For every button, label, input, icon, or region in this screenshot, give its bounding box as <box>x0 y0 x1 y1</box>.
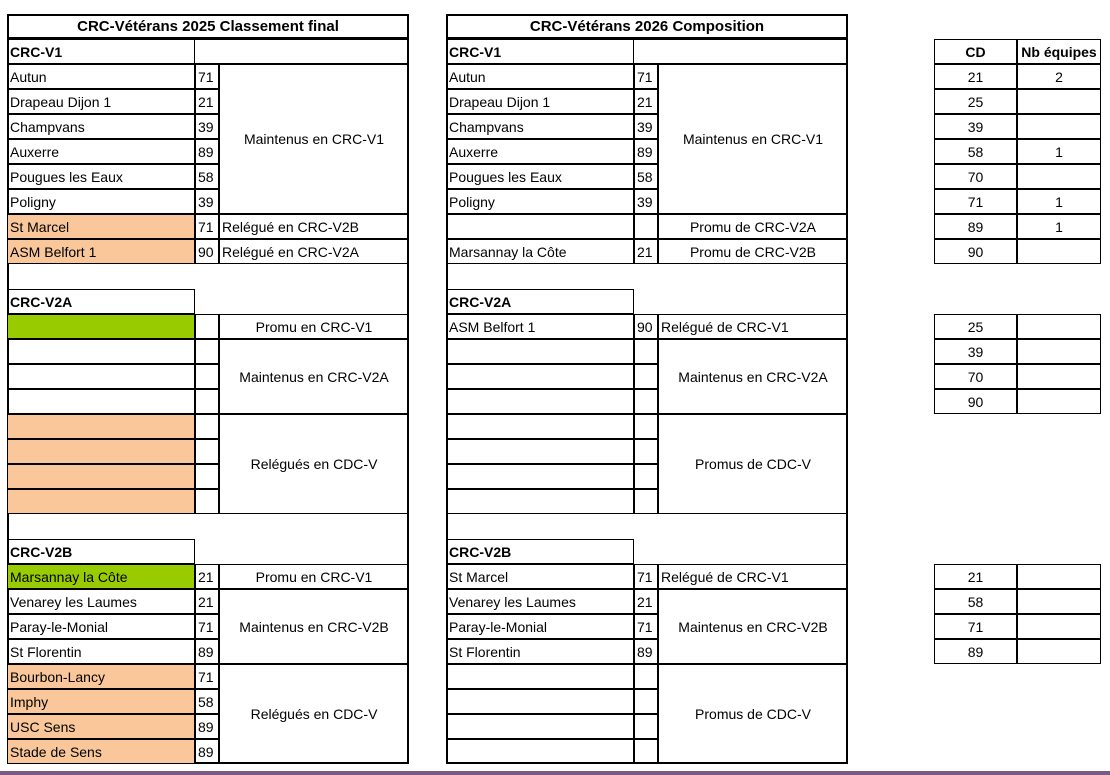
right-v2b-team-empty <box>446 714 634 739</box>
summary-nb: 1 <box>1017 139 1101 164</box>
summary-cd: 89 <box>934 639 1017 664</box>
left-v2a-note-maintained: Maintenus en CRC-V2A <box>219 339 409 414</box>
left-v2b-cd: 71 <box>195 614 219 639</box>
right-v2b-cd-empty <box>634 664 658 689</box>
left-v2a-label: CRC-V2A <box>7 289 195 314</box>
right-v2b-note-promus: Promus de CDC-V <box>658 664 848 764</box>
right-v1-team: Champvans <box>446 114 634 139</box>
right-v1-cd: 21 <box>634 239 658 264</box>
summary-nb <box>1017 239 1101 264</box>
right-v2a-team-empty <box>446 339 634 364</box>
summary-cd: 71 <box>934 189 1017 214</box>
left-v2a-team-empty <box>7 464 195 489</box>
right-v2a-cd-empty <box>634 464 658 489</box>
right-v2b-team-empty <box>446 739 634 764</box>
left-v2a-team-empty <box>7 439 195 464</box>
right-v2b-cd-empty <box>634 689 658 714</box>
summary-cd: 70 <box>934 364 1017 389</box>
left-v2b-team: Marsannay la Côte <box>7 564 195 589</box>
left-v1-header-blank <box>195 39 409 64</box>
left-v2b-cd: 71 <box>195 664 219 689</box>
left-title: CRC-Vétérans 2025 Classement final <box>7 14 409 39</box>
left-v2b-team: Stade de Sens <box>7 739 195 764</box>
right-v2a-cd-empty <box>634 439 658 464</box>
summary-cd: 58 <box>934 589 1017 614</box>
left-v2a-cd-empty <box>195 339 219 364</box>
summary-nb <box>1017 564 1101 589</box>
left-v1-cd: 89 <box>195 139 219 164</box>
left-v1-note-relegated-v2a: Relégué en CRC-V2A <box>219 239 409 264</box>
left-v2a-note-relegated: Relégués en CDC-V <box>219 414 409 514</box>
right-v2a-team-empty <box>446 414 634 439</box>
right-v2a-cd-empty <box>634 339 658 364</box>
right-v1-note-maintained: Maintenus en CRC-V1 <box>658 64 848 214</box>
right-v2b-team-empty <box>446 689 634 714</box>
right-v1-label: CRC-V1 <box>446 39 634 64</box>
right-v1-team: Pougues les Eaux <box>446 164 634 189</box>
right-v2b-note-maintained: Maintenus en CRC-V2B <box>658 589 848 664</box>
left-v2a-team-empty <box>7 364 195 389</box>
left-v1-team: ASM Belfort 1 <box>7 239 195 264</box>
right-v1-cd: 89 <box>634 139 658 164</box>
summary-nb <box>1017 389 1101 414</box>
right-spacer-2 <box>446 514 848 539</box>
left-v2a-cd-empty <box>195 364 219 389</box>
right-v2a-cd-empty <box>634 489 658 514</box>
summary-nb: 1 <box>1017 214 1101 239</box>
summary-cd: 90 <box>934 389 1017 414</box>
right-v1-team: Poligny <box>446 189 634 214</box>
right-v1-team: Drapeau Dijon 1 <box>446 89 634 114</box>
left-v1-cd: 21 <box>195 89 219 114</box>
summary-nb <box>1017 114 1101 139</box>
right-v2b-team: St Florentin <box>446 639 634 664</box>
right-v1-cd: 21 <box>634 89 658 114</box>
summary-nb <box>1017 614 1101 639</box>
right-v1-cd: 58 <box>634 164 658 189</box>
right-v2a-team-empty <box>446 364 634 389</box>
right-v1-note-promu-v2b: Promu de CRC-V2B <box>658 239 848 264</box>
right-v2a-note-promus: Promus de CDC-V <box>658 414 848 514</box>
left-v1-team: Champvans <box>7 114 195 139</box>
left-v1-cd: 58 <box>195 164 219 189</box>
right-v1-header-blank <box>634 39 848 64</box>
summary-nb <box>1017 364 1101 389</box>
right-v2b-cd: 21 <box>634 589 658 614</box>
summary-header-nb: Nb équipes <box>1017 39 1101 64</box>
left-v2b-team: St Florentin <box>7 639 195 664</box>
right-v1-cd: 39 <box>634 189 658 214</box>
left-v2b-cd: 58 <box>195 689 219 714</box>
right-v2b-team: Paray-le-Monial <box>446 614 634 639</box>
window-bottom-border <box>0 771 1110 775</box>
summary-cd: 70 <box>934 164 1017 189</box>
right-v1-note-promu-v2a: Promu de CRC-V2A <box>658 214 848 239</box>
right-v2b-cd: 71 <box>634 614 658 639</box>
right-v2b-cd: 71 <box>634 564 658 589</box>
left-v2b-team: Imphy <box>7 689 195 714</box>
right-v2b-label: CRC-V2B <box>446 539 634 564</box>
left-v2b-team: Venarey les Laumes <box>7 589 195 614</box>
summary-cd: 58 <box>934 139 1017 164</box>
left-v2b-note-promoted: Promu en CRC-V1 <box>219 564 409 589</box>
right-v2a-note-maintained: Maintenus en CRC-V2A <box>658 339 848 414</box>
left-v1-note-relegated-v2b: Relégué en CRC-V2B <box>219 214 409 239</box>
right-v2a-label: CRC-V2A <box>446 289 634 314</box>
left-v2b-team: Bourbon-Lancy <box>7 664 195 689</box>
right-v2a-cd-empty <box>634 389 658 414</box>
left-v2a-team-empty <box>7 314 195 339</box>
summary-cd: 39 <box>934 339 1017 364</box>
left-spacer-1 <box>7 264 409 289</box>
left-v2a-team-empty <box>7 389 195 414</box>
right-spacer-1 <box>446 264 848 289</box>
right-v2a-team-empty <box>446 464 634 489</box>
left-v2b-note-relegated: Relégués en CDC-V <box>219 664 409 764</box>
right-v1-cd: 39 <box>634 114 658 139</box>
summary-nb <box>1017 314 1101 339</box>
right-v1-cd <box>634 214 658 239</box>
right-v2b-note-relegue: Relégué de CRC-V1 <box>658 564 848 589</box>
right-v2a-team-empty <box>446 489 634 514</box>
left-v1-team: Pougues les Eaux <box>7 164 195 189</box>
left-v2a-cd-empty <box>195 489 219 514</box>
right-v2a-cd-empty <box>634 364 658 389</box>
right-v2b-cd-empty <box>634 714 658 739</box>
summary-cd: 90 <box>934 239 1017 264</box>
right-v2a-note-relegue: Relégué de CRC-V1 <box>658 314 848 339</box>
right-v2a-cd-empty <box>634 414 658 439</box>
left-v1-cd: 39 <box>195 189 219 214</box>
right-v2b-team: St Marcel <box>446 564 634 589</box>
left-v2a-team-empty <box>7 339 195 364</box>
left-v2b-label: CRC-V2B <box>7 539 195 564</box>
right-v2b-team: Venarey les Laumes <box>446 589 634 614</box>
right-v1-team: Autun <box>446 64 634 89</box>
left-v2b-cd: 21 <box>195 564 219 589</box>
left-v1-team: Drapeau Dijon 1 <box>7 89 195 114</box>
left-v1-cd: 90 <box>195 239 219 264</box>
left-v2a-note-promoted: Promu en CRC-V1 <box>219 314 409 339</box>
right-v2a-team-empty <box>446 389 634 414</box>
right-v1-cd: 71 <box>634 64 658 89</box>
summary-cd: 71 <box>934 614 1017 639</box>
left-v2a-team-empty <box>7 489 195 514</box>
left-v2b-cd: 89 <box>195 739 219 764</box>
summary-cd: 25 <box>934 314 1017 339</box>
left-v1-cd: 71 <box>195 214 219 239</box>
left-v1-team: Poligny <box>7 189 195 214</box>
left-v2a-team-empty <box>7 414 195 439</box>
summary-nb <box>1017 164 1101 189</box>
right-v1-team <box>446 214 634 239</box>
left-v1-label: CRC-V1 <box>7 39 195 64</box>
left-v2a-cd-empty <box>195 464 219 489</box>
summary-nb <box>1017 639 1101 664</box>
left-v2b-cd: 21 <box>195 589 219 614</box>
left-v2a-cd-empty <box>195 314 219 339</box>
right-v2a-team: ASM Belfort 1 <box>446 314 634 339</box>
left-v2b-note-maintained: Maintenus en CRC-V2B <box>219 589 409 664</box>
left-v1-cd: 71 <box>195 64 219 89</box>
left-v2a-cd-empty <box>195 389 219 414</box>
left-v1-team: St Marcel <box>7 214 195 239</box>
left-v2b-cd: 89 <box>195 714 219 739</box>
summary-cd: 39 <box>934 114 1017 139</box>
right-v2b-team-empty <box>446 664 634 689</box>
left-spacer-2 <box>7 514 409 539</box>
left-v1-team: Auxerre <box>7 139 195 164</box>
left-v2b-team: USC Sens <box>7 714 195 739</box>
right-v2a-cd: 90 <box>634 314 658 339</box>
right-v2a-team-empty <box>446 439 634 464</box>
left-v2b-team: Paray-le-Monial <box>7 614 195 639</box>
left-v2a-cd-empty <box>195 414 219 439</box>
summary-nb: 1 <box>1017 189 1101 214</box>
summary-cd: 21 <box>934 564 1017 589</box>
summary-nb: 2 <box>1017 64 1101 89</box>
summary-cd: 21 <box>934 64 1017 89</box>
summary-cd: 25 <box>934 89 1017 114</box>
right-v2b-cd-empty <box>634 739 658 764</box>
left-v1-team: Autun <box>7 64 195 89</box>
summary-nb <box>1017 339 1101 364</box>
summary-nb <box>1017 89 1101 114</box>
right-v2b-cd: 89 <box>634 639 658 664</box>
summary-header-cd: CD <box>934 39 1017 64</box>
right-v1-team: Auxerre <box>446 139 634 164</box>
left-v2b-cd: 89 <box>195 639 219 664</box>
summary-cd: 89 <box>934 214 1017 239</box>
right-title: CRC-Vétérans 2026 Composition <box>446 14 848 39</box>
left-v2a-cd-empty <box>195 439 219 464</box>
summary-nb <box>1017 589 1101 614</box>
left-v1-cd: 39 <box>195 114 219 139</box>
right-v1-team: Marsannay la Côte <box>446 239 634 264</box>
left-v1-note-maintained: Maintenus en CRC-V1 <box>219 64 409 214</box>
